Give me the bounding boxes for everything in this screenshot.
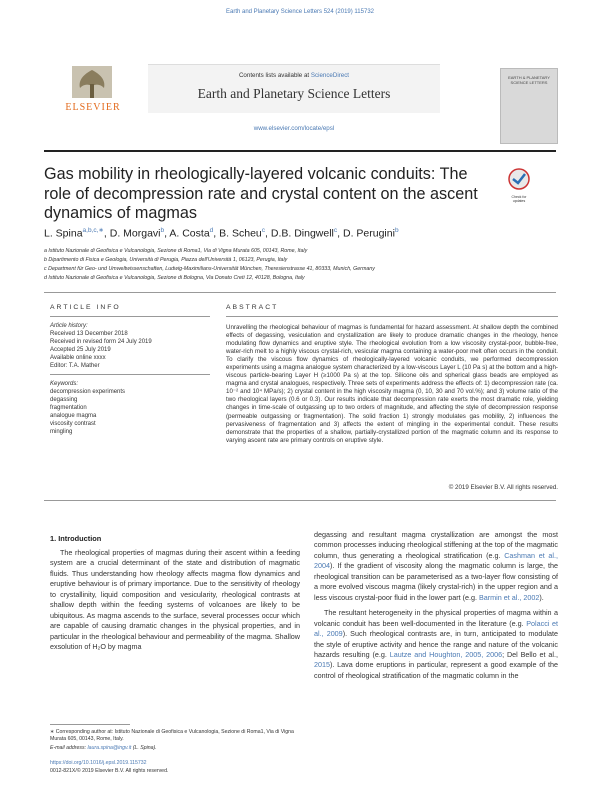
- check-updates-label: Check for updates: [511, 195, 527, 203]
- body-column-left: [50, 548, 300, 653]
- author-name[interactable]: A. Costa: [169, 227, 210, 240]
- author-list: L. Spina$^{a,b,c,∗}$, D. Morgavi$^b$, A. Costa$^d$, B. Scheu$^c$, D.B. Dingwell$^c$, D. Perugini$^b$: [44, 227, 399, 240]
- history-item: Received in revised form 24 July 2019: [50, 339, 152, 345]
- paragraph-text: ; Del Bello et al.,: [502, 649, 558, 659]
- header-rule: [44, 150, 556, 152]
- keyword: viscosity contrast: [50, 421, 96, 427]
- keyword: decompression experiments: [50, 389, 126, 395]
- sciencedirect-link[interactable]: ScienceDirect: [310, 72, 350, 79]
- copyright: © 2019 Elsevier B.V. All rights reserved.: [448, 484, 558, 491]
- contents-line: [148, 72, 440, 79]
- check-updates-icon: [506, 168, 532, 190]
- section-heading: 1. Introduction: [50, 534, 102, 543]
- paragraph: The rheological properties of magmas during their ascent within a feeding system are a crucial determinant of the state and distribution of magmatic fluids. Thus understanding how rheology affects magma flow dynamics and eruptive behaviour is of primary importance. Due to the sensitivity of rheology to crystallinity, liquid composition and vesicularity, rheological contrasts at shallow depth within the feeding systems of volcanoes are likely to be ubiquitous. As magma ascends to the surface, several processes occur which are capable of causing dramatic changes in the physical properties, and in particular in the rheological behaviour and permeability of the magma. Shallow exsolution of H₂O by magma: [50, 548, 300, 652]
- contents-prefix: Contents lists available at: [238, 72, 311, 79]
- citation-link[interactable]: Polacci et al., 2009: [314, 618, 558, 639]
- check-for-updates-button[interactable]: [506, 168, 532, 203]
- paragraph-text: ). Lava dome eruptions in particular, represent a good example of the control of rheological stratification of the magmatic column in the: [314, 660, 558, 680]
- email-line: [50, 745, 157, 751]
- author-name[interactable]: D.B. Dingwell: [270, 227, 334, 240]
- affiliations-rule: [44, 292, 556, 293]
- keywords-rule: [50, 374, 210, 375]
- paragraph-text: The resultant heterogeneity in the physical properties of magma within a volcanic conduit has been well-documented in the literature (e.g.: [314, 608, 558, 628]
- footnote-rule: [50, 724, 130, 725]
- keyword: degassing: [50, 397, 78, 403]
- author-name[interactable]: D. Perugini: [342, 227, 395, 240]
- affiliation: c Department für Geo- und Umweltwissenschaften, Ludwig-Maximilians-Universität München, Theresienstrasse 41, 80333, Munich, Germany: [44, 266, 375, 272]
- history-item: Editor: T.A. Mather: [50, 363, 100, 369]
- elsevier-logo[interactable]: [44, 64, 139, 112]
- paragraph-text: ). If the gradient of viscosity along the magmatic column is large, the rheological transition can be parameterised as a two-layer flow consisting of a more evolved viscous magma (likely crystal-rich) in the upper region and a less viscous crystal-poor fluid in the lower part (e.g.: [314, 561, 558, 602]
- journal-reference[interactable]: Earth and Planetary Science Letters 524 (2019) 115732: [226, 9, 374, 15]
- article-info-rule: [50, 316, 210, 317]
- history-item: Accepted 25 July 2019: [50, 347, 111, 353]
- publisher-name: ELSEVIER: [65, 102, 121, 113]
- author-name[interactable]: B. Scheu: [219, 227, 262, 240]
- abstract-bottom-rule: [44, 500, 556, 501]
- citation-link[interactable]: Lautze and Houghton, 2005, 2006: [389, 649, 503, 659]
- corresponding-author-note: ∗ Corresponding author at: Istituto Nazionale di Geofisica e Vulcanologia, Sezione di Roma1, Via di Vigna Murata 605, 00143, Rome, Italy.: [50, 729, 294, 742]
- keyword: fragmentation: [50, 405, 87, 411]
- author-affiliation-mark[interactable]: b: [160, 227, 165, 234]
- issn-line: 0012-821X/© 2019 Elsevier B.V. All rights reserved.: [50, 768, 169, 774]
- paragraph-text: ). Such rheological contrasts are, in turn, anticipated to modulate the style of eruptive activity and hence the range and nature of the volcanic hazards resulting (e.g.: [314, 629, 558, 659]
- article-info-heading: ARTICLE INFO: [50, 304, 121, 311]
- citation-link[interactable]: 2015: [314, 660, 330, 670]
- keywords-label: Keywords:: [50, 381, 79, 387]
- email-label: E-mail address:: [50, 745, 88, 751]
- citation-link[interactable]: Barmin et al., 2002: [478, 592, 540, 602]
- affiliation: b Dipartimento di Fisica e Geologia, Università di Perugia, Piazza dell'Università 1, 06123, Perugia, Italy: [44, 257, 288, 263]
- abstract-heading: ABSTRACT: [226, 304, 279, 311]
- cover-title: EARTH & PLANETARY SCIENCE LETTERS: [508, 75, 550, 85]
- author-affiliation-mark[interactable]: b: [394, 227, 399, 234]
- keyword: analogue magma: [50, 413, 97, 419]
- paragraph: [314, 530, 558, 603]
- abstract-text: Unravelling the rheological behaviour of magmas is fundamental for hazard assessment. At shallow depth the combined effects of degassing, vesiculation and crystallization are likely to produce dramatic changes in the rheology, hence modulating flow dynamics and eruptive style. The rheological evolution from a low viscosity crystal-poor, bubble-free, water-rich melt to a highly viscous crystal-rich, vesicular magma containing a water-poor melt often occurs in the conduit. To clarify the viscous flow dynamics of rheologically-layered volcanic conduits, we performed decompression experiments using a magma analogue system characterized by a low-viscous Layer L (10 Pa s) at the bottom and a high-viscous particle-bearing Layer H (≥1000 Pa s) at the top. Silicone oils and spherical glass beads are employed as magma and crystal analogues, respectively. Three sets of experiments address the effects of: 1) decompression rate (ca. 10⁻² and 10⁴ MPa/s); 2) crystal content in the high viscosity magma (0, 10, 30 and 70 vol.%); and 3) volume ratio of the two rheological layers (0.6 or 0.3). Our results indicate that decompression rate exerts the most dramatic role, yielding changes in time-scale of outgassing up to two orders of magnitude, and affecting the style of decompression response (permeable outgassing or fragmentation). The solid fraction 1) strongly modulates gas mobility, 2) influences the pervasiveness of fragmentation and 3) affects the extent of mingling in the experimental conduit. These results demonstrate that the properties of a shallow, partially-crystallized portion of the magmatic column and its response to varying ascent rate are primary controls on eruptive style.: [226, 324, 558, 444]
- email-suffix: (L. Spina).: [131, 745, 157, 751]
- author-affiliation-mark[interactable]: c: [333, 227, 338, 234]
- affiliation: d Istituto Nazionale di Geofisica e Vulcanologia, Sezione di Bologna, Via Donato Creti 12, 40128, Bologna, Italy: [44, 275, 305, 281]
- email-link[interactable]: laura.spina@ingv.it: [87, 745, 132, 751]
- paragraph-text: degassing and resultant magma crystallization are amongst the most common processes inducing rheological stiffening at the top of the magmatic column, thus generating a rheological stratification (e.g.: [314, 530, 558, 560]
- author-affiliation-mark[interactable]: a,b,c,∗: [82, 227, 104, 234]
- journal-title: Earth and Planetary Science Letters: [197, 86, 391, 101]
- paragraph-text: ).: [539, 592, 544, 602]
- history-item: Available online xxxx: [50, 355, 106, 361]
- body-column-right: [314, 530, 558, 681]
- journal-url-link[interactable]: www.elsevier.com/locate/epsl: [253, 125, 335, 132]
- affiliation: a Istituto Nazionale di Geofisica e Vulcanologia, Sezione di Roma1, Via di Vigna Murata 605, 00143, Rome, Italy: [44, 248, 308, 254]
- author-name[interactable]: L. Spina: [44, 227, 83, 240]
- abstract-rule: [226, 316, 558, 317]
- author-name[interactable]: D. Morgavi: [109, 227, 161, 240]
- author-affiliation-mark[interactable]: c: [261, 227, 266, 234]
- journal-cover-thumbnail[interactable]: [500, 68, 558, 144]
- history-item: Received 13 December 2018: [50, 331, 128, 337]
- paragraph: [314, 608, 558, 681]
- citation-link[interactable]: Cashman et al., 2004: [314, 550, 558, 571]
- history-label: Article history:: [50, 323, 88, 329]
- keyword: mingling: [50, 429, 73, 435]
- author-affiliation-mark[interactable]: d: [209, 227, 214, 234]
- doi-link[interactable]: https://doi.org/10.1016/j.epsl.2019.115732: [50, 760, 147, 766]
- article-title: Gas mobility in rheologically-layered volcanic conduits: The role of decompression rate and crystal content on the ascent dynamics of magmas: [44, 165, 478, 222]
